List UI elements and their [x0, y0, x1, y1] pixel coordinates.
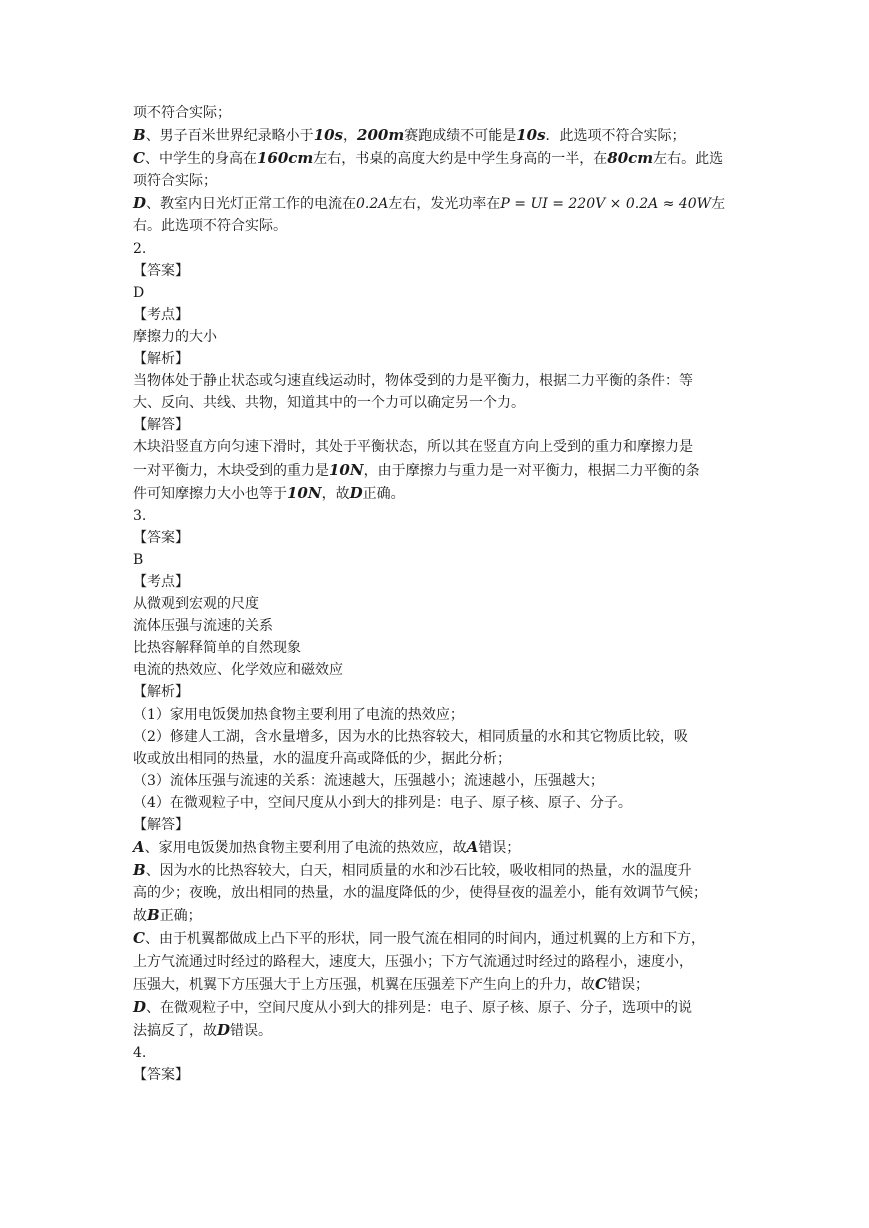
- line-text: 正确；: [159, 908, 202, 925]
- line-text: 【考点】: [133, 306, 189, 323]
- text-line: [133, 859, 745, 882]
- line-text: ，: [343, 128, 358, 145]
- line-text: ．此选项不符合实际；: [545, 128, 686, 145]
- text-line: [133, 170, 745, 192]
- math-text: 200m: [357, 126, 405, 145]
- math-text: B: [133, 126, 146, 145]
- text-line: [133, 836, 745, 859]
- text-line: [133, 904, 745, 927]
- math-text: B: [147, 906, 160, 925]
- text-line: [133, 102, 745, 124]
- text-line: [133, 951, 745, 973]
- math-text: 160cm: [256, 149, 314, 168]
- text-line: [133, 927, 745, 950]
- line-text: （2）修建人工湖，含水量增多，因为水的比热容较大，相同质量的水和其它物质比较，吸: [133, 728, 688, 745]
- line-text: 左右。此选: [653, 151, 724, 168]
- text-line: [133, 571, 745, 593]
- text-line: [133, 792, 745, 814]
- text-line: [133, 996, 745, 1019]
- text-line: [133, 549, 745, 571]
- math-text: B: [133, 861, 146, 880]
- line-text: 【解答】: [133, 417, 189, 434]
- line-text: 【答案】: [133, 529, 189, 546]
- text-line: [133, 637, 745, 659]
- text-line: [133, 770, 745, 792]
- math-text: 10N: [287, 483, 322, 502]
- line-text: 压强大，机翼下方压强大于上方压强，机翼在压强差下产生向上的升力，故: [133, 976, 595, 993]
- text-line: [133, 505, 745, 527]
- line-text: 上方气流通过时经过的路程大，速度大，压强小；下方气流通过时经过的路程小，速度小，: [133, 953, 693, 970]
- line-text: 右。此选项不符合实际。: [133, 218, 287, 235]
- line-text: 、因为水的比热容较大，白天，相同质量的水和沙石比较，吸收相同的热量，水的温度升: [145, 863, 692, 880]
- line-text: 一对平衡力，木块受到的重力是: [133, 462, 329, 479]
- line-text: 大、反向、共线、共物，知道其中的一个力可以确定另一个力。: [133, 395, 525, 412]
- math-text: A: [466, 838, 479, 857]
- math-text: 10s: [313, 126, 344, 145]
- math-text: 0.2A: [356, 196, 389, 213]
- text-line: [133, 748, 745, 770]
- text-line: [133, 593, 745, 615]
- line-text: 、教室内日光灯正常工作的电流在: [146, 196, 357, 213]
- line-text: 错误；: [606, 976, 649, 993]
- text-line: [133, 459, 745, 482]
- line-text: 法搞反了，故: [133, 1022, 217, 1039]
- line-text: （3）流体压强与流速的关系：流速越大，压强越小；流速越小，压强越大；: [133, 772, 604, 789]
- text-line: [133, 1042, 745, 1064]
- text-line: [133, 348, 745, 370]
- line-text: 收或放出相同的热量，水的温度升高或降低的少，据此分析；: [133, 750, 511, 767]
- text-line: [133, 392, 745, 414]
- math-text: A: [133, 838, 145, 857]
- line-text: 从微观到宏观的尺度: [133, 596, 259, 613]
- text-line: [133, 436, 745, 458]
- text-line: [133, 882, 745, 904]
- text-line: [133, 1019, 745, 1042]
- text-line: [133, 326, 745, 348]
- text-line: [133, 681, 745, 703]
- text-line: [133, 527, 745, 549]
- line-text: B: [133, 551, 144, 568]
- text-line: [133, 282, 745, 304]
- math-text: D: [133, 194, 147, 213]
- line-text: 、男子百米世界纪录略小于: [145, 128, 314, 145]
- text-line: [133, 659, 745, 681]
- math-text: C: [133, 929, 145, 948]
- math-text: D: [133, 997, 147, 1016]
- line-text: 【解析】: [133, 684, 189, 701]
- text-line: [133, 1064, 745, 1086]
- math-text: C: [133, 149, 145, 168]
- line-text: 、由于机翼都做成上凸下平的形状，同一股气流在相同的时间内，通过机翼的上方和下方，: [144, 931, 705, 948]
- line-text: 3.: [133, 507, 147, 524]
- text-line: [133, 147, 745, 170]
- line-text: 高的少；夜晚，放出相同的热量，水的温度降低的少，使得昼夜的温差小，能有效调节气候；: [133, 885, 707, 902]
- line-text: 电流的热效应、化学效应和磁效应: [133, 662, 343, 679]
- line-text: 、在微观粒子中，空间尺度从小到大的排列是：电子、原子核、原子、分子，选项中的说: [146, 999, 693, 1016]
- line-text: ，故: [321, 485, 350, 502]
- text-line: [133, 726, 745, 748]
- line-text: 正确。: [362, 485, 405, 502]
- line-text: ，由于摩擦力与重力是一对平衡力，根据二力平衡的条: [363, 462, 700, 479]
- text-line: [133, 192, 745, 215]
- math-text: 80cm: [607, 149, 654, 168]
- text-line: [133, 482, 745, 505]
- line-text: 4.: [133, 1044, 147, 1061]
- line-text: 左右，发光功率在: [388, 196, 501, 213]
- text-line: [133, 370, 745, 392]
- line-text: 木块沿竖直方向匀速下滑时，其处于平衡状态，所以其在竖直方向上受到的重力和摩擦力是: [133, 439, 693, 456]
- line-text: 项符合实际；: [133, 173, 217, 190]
- line-text: 比热容解释简单的自然现象: [133, 640, 301, 657]
- line-text: 故: [133, 908, 147, 925]
- line-text: 、中学生的身高在: [144, 151, 257, 168]
- text-line: [133, 973, 745, 996]
- math-text: 10N: [329, 460, 364, 479]
- line-text: 【解析】: [133, 351, 189, 368]
- math-text: P = UI = 220V × 0.2A ≈ 40W: [500, 196, 712, 213]
- math-text: D: [217, 1020, 231, 1039]
- line-text: 赛跑成绩不可能是: [404, 128, 517, 145]
- text-line: [133, 304, 745, 326]
- math-text: C: [595, 974, 607, 993]
- math-text: D: [349, 483, 363, 502]
- line-text: 错误；: [478, 840, 521, 857]
- line-text: 【答案】: [133, 262, 189, 279]
- line-text: 、家用电饭煲加热食物主要利用了电流的热效应，故: [144, 840, 467, 857]
- text-line: [133, 124, 745, 147]
- line-text: 项不符合实际；: [133, 105, 231, 121]
- line-text: 流体压强与流速的关系: [133, 618, 273, 635]
- text-line: [133, 238, 745, 260]
- line-text: 【考点】: [133, 573, 189, 590]
- line-text: D: [133, 284, 145, 301]
- line-text: 2.: [133, 240, 147, 257]
- line-text: 错误。: [230, 1022, 273, 1039]
- text-line: [133, 615, 745, 637]
- line-text: 左右，书桌的高度大约是中学生身高的一半，在: [313, 151, 608, 168]
- line-text: 摩擦力的大小: [133, 328, 217, 345]
- line-text: 件可知摩擦力大小也等于: [133, 485, 287, 502]
- line-text: 当物体处于静止状态或匀速直线运动时，物体受到的力是平衡力，根据二力平衡的条件：等: [133, 373, 693, 390]
- line-text: （1）家用电饭煲加热食物主要利用了电流的热效应；: [133, 706, 464, 723]
- line-text: 【解答】: [133, 817, 189, 833]
- text-line: [133, 215, 745, 237]
- line-text: 左: [711, 196, 726, 213]
- line-text: （4）在微观粒子中，空间尺度从小到大的排列是：电子、原子核、原子、分子。: [133, 794, 632, 811]
- text-line: [133, 414, 745, 436]
- line-text: 【答案】: [133, 1067, 189, 1084]
- text-line: [133, 814, 745, 836]
- text-line: [133, 704, 745, 726]
- text-line: [133, 260, 745, 282]
- document-body: [133, 102, 745, 1086]
- math-text: 10s: [516, 126, 546, 145]
